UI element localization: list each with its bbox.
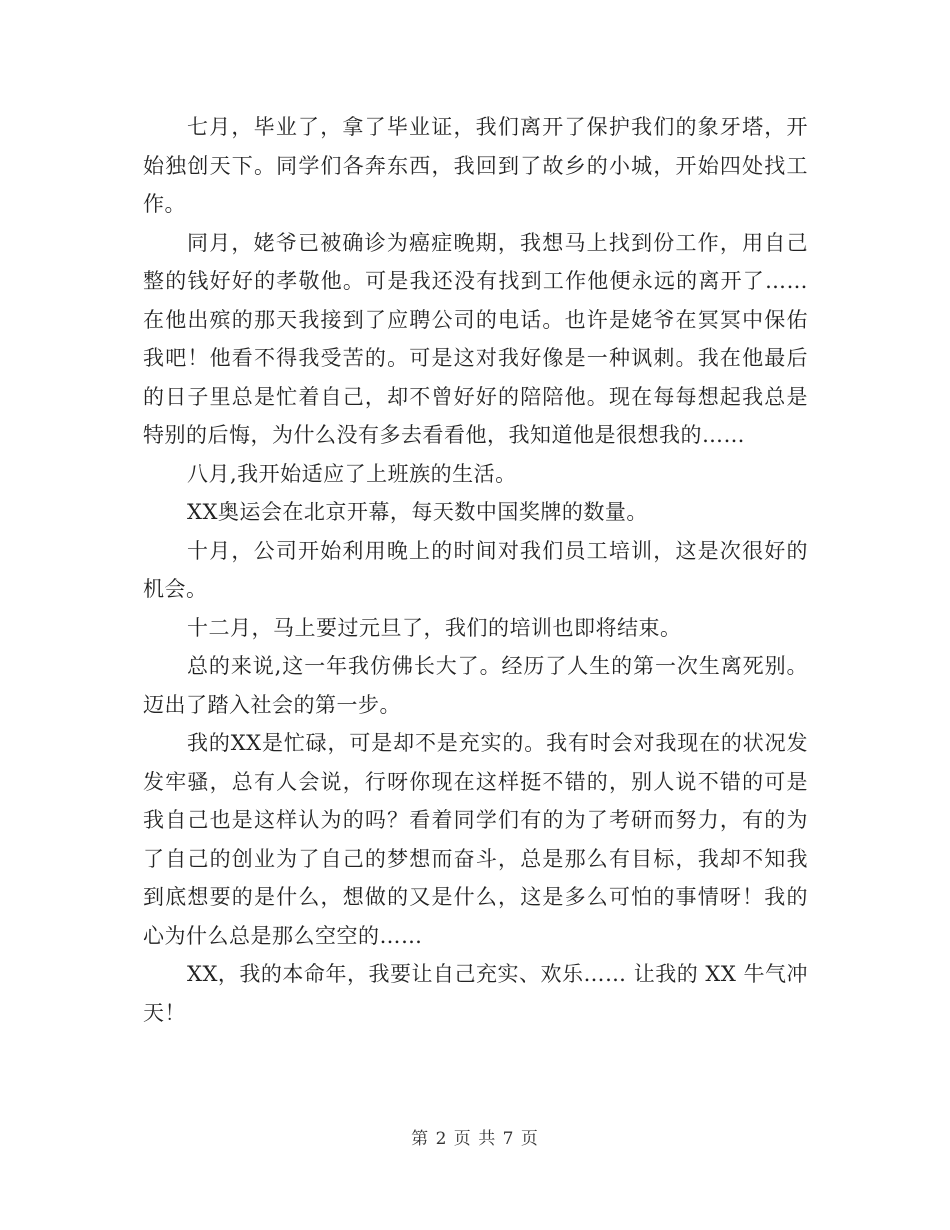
paragraph-august: 八月,我开始适应了上班族的生活。 — [187, 461, 517, 486]
paragraph-reflection: 我的XX是忙碌，可是却不是充实的。我有时会对我现在的状况发发牢骚，总有人会说，行呀你现在这样挺不错的，别人说不错的可是我自己也是这样认为的吗？看着同学们有的为了考研而努力，有的为了自己的创业为了自己的梦想而奋斗，总是那么有目标，我却不知我到底想要的是什么，想做的又是什么，这是多么可怕的事情呀！我的心为什么总是那么空空的…… — [143, 731, 808, 948]
document-body — [143, 108, 808, 1032]
paragraph-same-month: 同月，姥爷已被确诊为癌症晚期，我想马上找到份工作，用自己整的钱好好的孝敬他。可是我还没有找到工作他便永远的离开了……在他出殡的那天我接到了应聘公司的电话。也许是姥爷在冥冥中保佑我吧！他看不得我受苦的。可是这对我好像是一种讽刺。我在他最后的日子里总是忙着自己，却不曾好好的陪陪他。现在每每想起我总是特别的后悔，为什么没有多去看看他，我知道他是很想我的…… — [143, 230, 808, 447]
page-number-footer: 第 2 页 共 7 页 — [411, 1129, 539, 1149]
paragraph-summary: 总的来说,这一年我仿佛长大了。经历了人生的第一次生离死别。迈出了踏入社会的第一步。 — [143, 654, 808, 717]
paragraph-october: 十月，公司开始利用晚上的时间对我们员工培训，这是次很好的机会。 — [143, 538, 808, 601]
paragraph-july: 七月，毕业了，拿了毕业证，我们离开了保护我们的象牙塔，开始独创天下。同学们各奔东西，我回到了故乡的小城，开始四处找工作。 — [143, 115, 808, 216]
paragraph-olympics: XX奥运会在北京开幕，每天数中国奖牌的数量。 — [187, 500, 648, 524]
paragraph-december: 十二月，马上要过元旦了，我们的培训也即将结束。 — [187, 615, 682, 640]
paragraph-closing: XX，我的本命年，我要让自己充实、欢乐…… 让我的 XX 牛气冲天！ — [143, 962, 808, 1025]
